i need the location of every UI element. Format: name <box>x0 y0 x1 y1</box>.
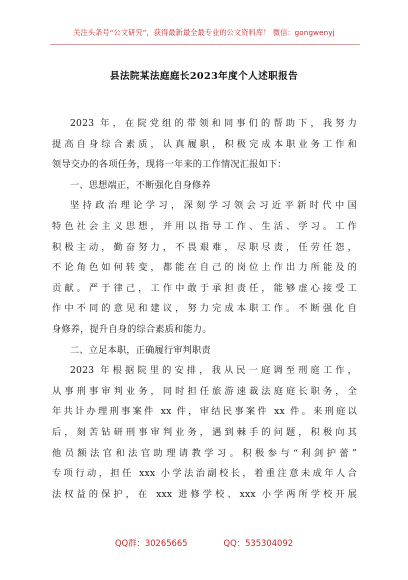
footer-qq: QQ：535304092 <box>223 538 294 548</box>
section-heading: 二、立足本职，正确履行审判职责 <box>70 344 211 356</box>
header-divider <box>50 44 360 45</box>
paragraph-line: 积极主动，勤奋努力，不畏艰难，尽职尽责，任劳任怨， <box>52 241 357 253</box>
paragraph-line: 从事刑事审判业务，同时担任旅游速裁法庭庭长职务，全 <box>52 385 357 397</box>
document-title: 县法院某法庭庭长2023年度个人述职报告 <box>109 71 299 82</box>
paragraph-line: 2023 年根据院里的安排，我从民一庭调至刑庭工作， <box>70 365 357 377</box>
header-banner: 关注头条号“公文研究”，获得最新最全最专业的公文资料库！ 微信：gongwenyj <box>73 28 335 37</box>
document-body <box>52 114 357 505</box>
paragraph-line: 坚持政治理论学习，深刻学习领会习近平新时代中国 <box>70 200 357 212</box>
paragraph-line: 2023 年，在院党组的带领和同事们的帮助下，我努力 <box>70 118 357 129</box>
paragraph-line: 提高自身综合素质，认真履职，积极完成本职业务工作和 <box>52 138 357 150</box>
paragraph-line: 作中不同的意见和建议，努力完成本职工作。不断强化自 <box>52 303 357 315</box>
paragraph-line: 身修养，提升自身的综合素质和能力。 <box>52 323 212 335</box>
paragraph-line: 专项行动，担任 xxx 小学法治副校长，着重注意未成年人合 <box>52 468 357 480</box>
paragraph-line: 贡献。严于律己，工作中敢于承担责任，能够虚心接受工 <box>52 282 357 294</box>
footer-contact <box>0 537 408 549</box>
paragraph-line: 后，刻苦钻研刑事审判业务，遇到棘手的问题，积极向其 <box>52 426 357 438</box>
paragraph-line: 不论角色如何转变，都能在自己的岗位上作出力所能及的 <box>52 262 357 274</box>
paragraph-line: 年共计办理刑事案件 xx 件，审结民事案件 xx 件。来刑庭以 <box>52 406 357 418</box>
paragraph-line: 他员额法官和法官助理请教学习。积极参与“利剑护蕾” <box>52 447 357 459</box>
paragraph-line: 领导交办的各项任务，现将一年来的工作情况汇报如下： <box>52 159 287 171</box>
footer-qq-group: QQ群：30265665 <box>114 538 188 548</box>
paragraph-line: 特色社会主义思想，并用以指导工作、生活、学习。工作 <box>52 220 357 232</box>
section-heading: 一、思想端正，不断强化自身修养 <box>70 179 211 191</box>
paragraph-line: 法权益的保护，在 xxx 进修学校、xxx 小学两所学校开展 <box>52 488 357 500</box>
